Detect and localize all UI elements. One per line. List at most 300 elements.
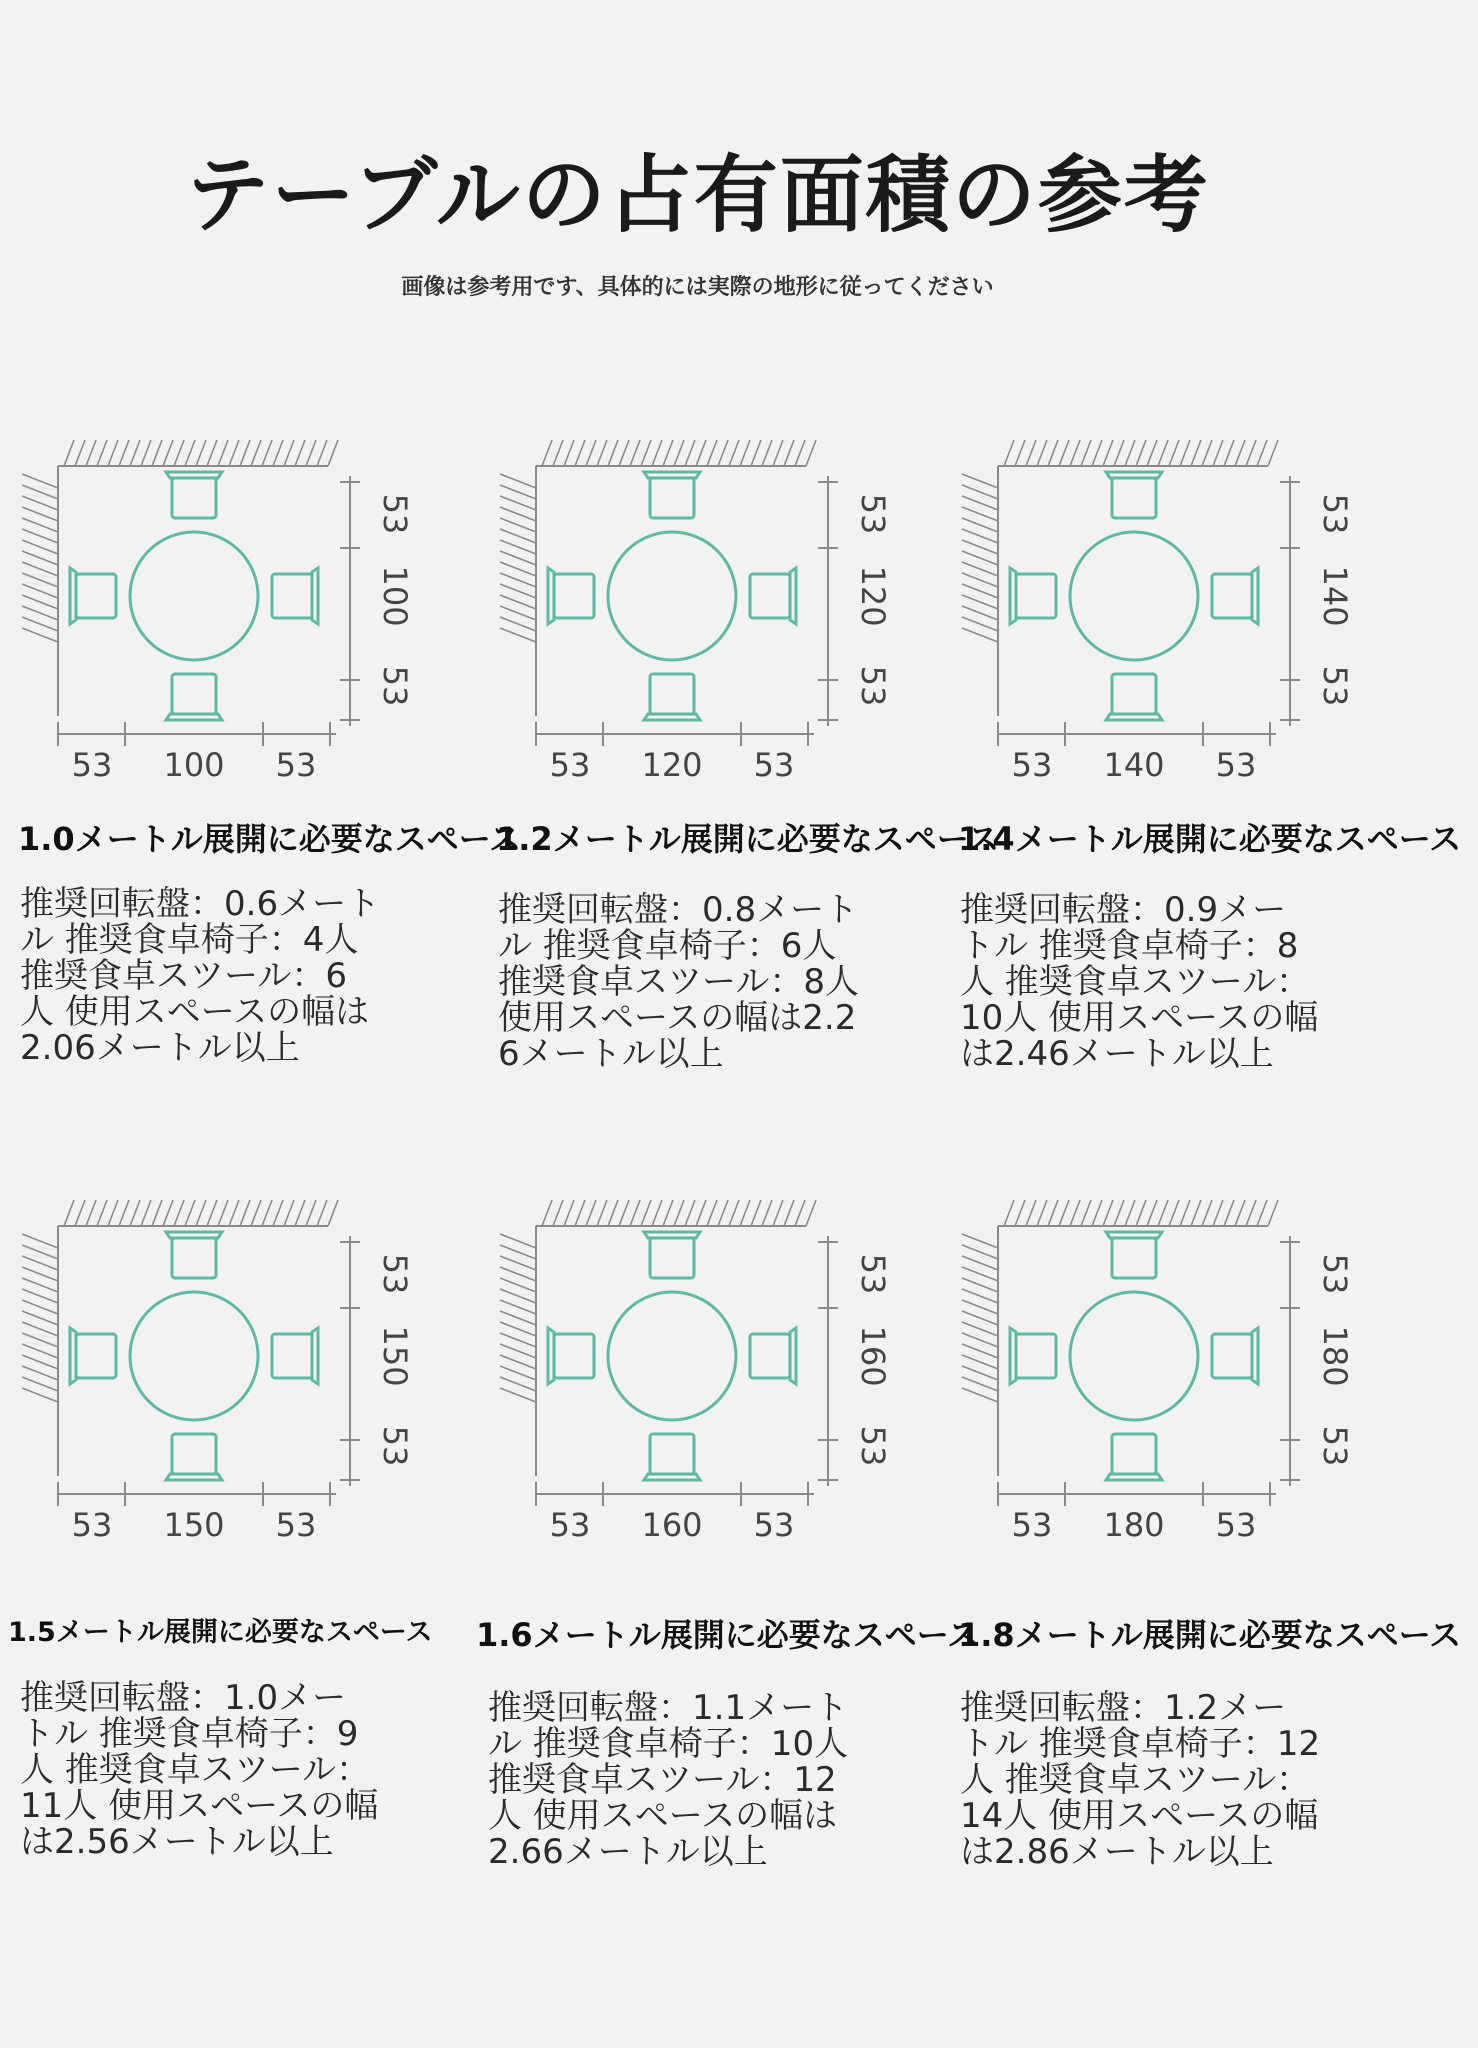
wall-hatch: [22, 518, 58, 532]
wall-hatch: [22, 617, 58, 631]
chair-seat: [76, 574, 116, 618]
wall-hatch: [22, 1311, 58, 1325]
wall-hatch: [1015, 1200, 1025, 1226]
wall-hatch: [22, 1300, 58, 1314]
wall-hatch: [500, 1344, 536, 1358]
dimension-label: 53: [376, 1425, 414, 1467]
wall-hatch: [22, 1388, 58, 1402]
dimension-label: 53: [1316, 665, 1354, 707]
wall-hatch: [22, 1344, 58, 1358]
wall-hatch: [575, 440, 585, 466]
chair-back: [70, 1328, 76, 1384]
wall-hatch: [75, 1200, 85, 1226]
wall-hatch: [707, 440, 717, 466]
wall-hatch: [262, 1200, 272, 1226]
wall-hatch: [108, 1200, 118, 1226]
chair-icon: [1106, 472, 1162, 518]
card-heading: 1.2メートル展開に必要なスペース: [496, 820, 1000, 858]
wall-hatch: [86, 1200, 96, 1226]
wall-hatch: [1257, 1200, 1267, 1226]
dimension-label: 100: [376, 565, 414, 627]
wall-hatch: [1191, 440, 1201, 466]
wall-hatch: [1048, 1200, 1058, 1226]
chair-icon: [272, 1328, 318, 1384]
wall-hatch: [22, 496, 58, 510]
wall-hatch: [1015, 440, 1025, 466]
wall-hatch: [22, 595, 58, 609]
wall-hatch: [22, 1355, 58, 1369]
wall-hatch: [962, 1278, 998, 1292]
wall-hatch: [962, 1333, 998, 1347]
wall-hatch: [962, 1322, 998, 1336]
chair-back: [1106, 1232, 1162, 1238]
wall-hatch: [1202, 1200, 1212, 1226]
chair-icon: [1106, 674, 1162, 720]
wall-hatch: [22, 474, 58, 488]
wall-hatch: [22, 584, 58, 598]
wall-hatch: [962, 628, 998, 642]
chair-icon: [750, 1328, 796, 1384]
wall-hatch: [1092, 440, 1102, 466]
wall-hatch: [962, 1377, 998, 1391]
chair-seat: [1112, 478, 1156, 518]
dimension-label: 53: [376, 493, 414, 535]
wall-hatch: [500, 1355, 536, 1369]
wall-hatch: [1213, 440, 1223, 466]
chair-icon: [644, 674, 700, 720]
chair-back: [166, 1474, 222, 1480]
dimension-label: 53: [549, 1506, 591, 1544]
wall-hatch: [22, 551, 58, 565]
wall-hatch: [306, 440, 316, 466]
table-circle: [130, 1292, 258, 1420]
dimension-label: 53: [275, 746, 317, 784]
wall-hatch: [328, 440, 338, 466]
dimension-label: 53: [1215, 746, 1257, 784]
wall-hatch: [630, 440, 640, 466]
chair-icon: [644, 1232, 700, 1278]
floor-plan-diagram: [18, 436, 418, 784]
wall-hatch: [962, 1289, 998, 1303]
chair-icon: [70, 1328, 116, 1384]
chair-back: [1106, 472, 1162, 478]
wall-hatch: [108, 440, 118, 466]
wall-hatch: [500, 1333, 536, 1347]
chair-icon: [166, 674, 222, 720]
space-card-6: [958, 1196, 1462, 1956]
card-heading: 1.8メートル展開に必要なスペース: [958, 1616, 1462, 1654]
chair-back: [166, 714, 222, 720]
wall-hatch: [1224, 1200, 1234, 1226]
wall-hatch: [1235, 440, 1245, 466]
wall-hatch: [619, 440, 629, 466]
wall-hatch: [86, 440, 96, 466]
wall-hatch: [962, 474, 998, 488]
wall-hatch: [22, 1322, 58, 1336]
chair-back: [644, 1232, 700, 1238]
wall-hatch: [185, 1200, 195, 1226]
wall-hatch: [218, 440, 228, 466]
wall-hatch: [1147, 440, 1157, 466]
wall-hatch: [762, 1200, 772, 1226]
card-description: 推奨回転盤：0.8メート ル 推奨食卓椅子：6人 推奨食卓スツール：8人 使用スペースの幅は2.2 6メートル以上: [498, 890, 859, 1074]
dimension-label: 53: [1316, 493, 1354, 535]
wall-hatch: [229, 1200, 239, 1226]
chair-icon: [1212, 568, 1258, 624]
chair-icon: [70, 568, 116, 624]
wall-hatch: [1235, 1200, 1245, 1226]
page-title: テーブルの占有面積の参考: [185, 146, 1210, 244]
dimension-label: 150: [376, 1325, 414, 1387]
wall-hatch: [97, 440, 107, 466]
dimension-label: 53: [854, 665, 892, 707]
wall-hatch: [663, 440, 673, 466]
wall-hatch: [262, 440, 272, 466]
wall-hatch: [1081, 1200, 1091, 1226]
chair-back: [548, 568, 554, 624]
dimension-label: 100: [163, 746, 225, 784]
wall-hatch: [22, 529, 58, 543]
chair-back: [1252, 1328, 1258, 1384]
dimension-label: 160: [854, 1325, 892, 1387]
wall-hatch: [674, 1200, 684, 1226]
floor-plan-diagram: [958, 436, 1358, 784]
space-card-5: [476, 1196, 980, 1956]
wall-hatch: [207, 440, 217, 466]
chair-back: [790, 1328, 796, 1384]
wall-hatch: [962, 1256, 998, 1270]
chair-back: [70, 568, 76, 624]
chair-seat: [76, 1334, 116, 1378]
card-heading: 1.5メートル展開に必要なスペース: [8, 1617, 433, 1648]
wall-hatch: [962, 595, 998, 609]
chair-icon: [1010, 1328, 1056, 1384]
wall-hatch: [284, 440, 294, 466]
wall-hatch: [229, 440, 239, 466]
space-card-2: [496, 436, 1000, 1196]
wall-hatch: [22, 1333, 58, 1347]
chair-back: [644, 714, 700, 720]
wall-hatch: [962, 1366, 998, 1380]
wall-hatch: [1125, 440, 1135, 466]
chair-seat: [1016, 574, 1056, 618]
chair-seat: [1112, 1238, 1156, 1278]
wall-hatch: [22, 1289, 58, 1303]
wall-hatch: [795, 1200, 805, 1226]
wall-hatch: [641, 1200, 651, 1226]
dimension-label: 53: [1215, 1506, 1257, 1544]
wall-hatch: [1070, 1200, 1080, 1226]
wall-hatch: [608, 1200, 618, 1226]
chair-back: [1010, 1328, 1016, 1384]
chair-seat: [650, 674, 694, 714]
chair-back: [548, 1328, 554, 1384]
chair-seat: [172, 674, 216, 714]
wall-hatch: [652, 1200, 662, 1226]
floor-plan-diagram: [496, 1196, 896, 1544]
wall-hatch: [1224, 440, 1234, 466]
wall-hatch: [962, 1388, 998, 1402]
wall-hatch: [962, 518, 998, 532]
wall-hatch: [22, 606, 58, 620]
chair-icon: [166, 1232, 222, 1278]
card-heading: 1.4メートル展開に必要なスペース: [958, 820, 1462, 858]
wall-hatch: [500, 584, 536, 598]
chair-icon: [1106, 1232, 1162, 1278]
wall-hatch: [962, 507, 998, 521]
wall-hatch: [500, 518, 536, 532]
wall-hatch: [1081, 440, 1091, 466]
chair-icon: [548, 568, 594, 624]
wall-hatch: [500, 1322, 536, 1336]
chair-icon: [166, 472, 222, 518]
card-description: 推奨回転盤：1.0メー トル 推奨食卓椅子：9 人 推奨食卓スツール： 11人 使用スペースの幅 は2.56メートル以上: [20, 1678, 379, 1862]
chair-seat: [172, 1434, 216, 1474]
wall-hatch: [207, 1200, 217, 1226]
wall-hatch: [962, 1267, 998, 1281]
chair-seat: [750, 574, 790, 618]
chair-back: [166, 472, 222, 478]
wall-hatch: [1004, 1200, 1014, 1226]
chair-seat: [172, 1238, 216, 1278]
chair-seat: [1016, 1334, 1056, 1378]
wall-hatch: [328, 1200, 338, 1226]
wall-hatch: [500, 1377, 536, 1391]
wall-hatch: [586, 440, 596, 466]
wall-hatch: [1114, 440, 1124, 466]
wall-hatch: [641, 440, 651, 466]
wall-hatch: [962, 1245, 998, 1259]
card-description: 推奨回転盤：1.2メー トル 推奨食卓椅子：12 人 推奨食卓スツール： 14人 使用スペースの幅 は2.86メートル以上: [960, 1688, 1321, 1872]
chair-back: [166, 1232, 222, 1238]
wall-hatch: [674, 440, 684, 466]
chair-seat: [1112, 674, 1156, 714]
wall-hatch: [196, 440, 206, 466]
wall-hatch: [1136, 440, 1146, 466]
wall-hatch: [1026, 1200, 1036, 1226]
wall-hatch: [564, 440, 574, 466]
wall-hatch: [500, 496, 536, 510]
chair-seat: [272, 574, 312, 618]
chair-icon: [1010, 568, 1056, 624]
wall-hatch: [500, 507, 536, 521]
dimension-label: 53: [1011, 746, 1053, 784]
wall-hatch: [962, 551, 998, 565]
wall-hatch: [962, 485, 998, 499]
wall-hatch: [1213, 1200, 1223, 1226]
wall-hatch: [575, 1200, 585, 1226]
wall-hatch: [22, 485, 58, 499]
wall-hatch: [1169, 1200, 1179, 1226]
wall-hatch: [284, 1200, 294, 1226]
chair-back: [790, 568, 796, 624]
wall-hatch: [696, 1200, 706, 1226]
floor-plan-diagram: [958, 1196, 1358, 1544]
wall-hatch: [22, 540, 58, 554]
wall-hatch: [1070, 440, 1080, 466]
space-card-4: [8, 1196, 498, 1956]
wall-hatch: [500, 595, 536, 609]
chair-back: [644, 1474, 700, 1480]
card-heading: 1.6メートル展開に必要なスペース: [476, 1616, 980, 1654]
chair-back: [1106, 714, 1162, 720]
chair-icon: [166, 1434, 222, 1480]
dimension-label: 53: [376, 665, 414, 707]
wall-hatch: [1037, 1200, 1047, 1226]
table-circle: [608, 532, 736, 660]
wall-hatch: [586, 1200, 596, 1226]
dimension-label: 53: [854, 1425, 892, 1467]
wall-hatch: [718, 440, 728, 466]
dimension-label: 140: [1103, 746, 1165, 784]
wall-hatch: [962, 496, 998, 510]
wall-hatch: [740, 440, 750, 466]
wall-hatch: [773, 440, 783, 466]
wall-hatch: [1037, 440, 1047, 466]
chair-seat: [650, 478, 694, 518]
wall-hatch: [306, 1200, 316, 1226]
dimension-label: 53: [376, 1253, 414, 1295]
wall-hatch: [685, 1200, 695, 1226]
wall-hatch: [806, 1200, 816, 1226]
wall-hatch: [962, 1355, 998, 1369]
dimension-label: 53: [753, 746, 795, 784]
wall-hatch: [152, 1200, 162, 1226]
wall-hatch: [500, 1388, 536, 1402]
wall-hatch: [22, 628, 58, 642]
wall-hatch: [500, 1278, 536, 1292]
wall-hatch: [141, 440, 151, 466]
card-description: 推奨回転盤：0.9メー トル 推奨食卓椅子：8 人 推奨食卓スツール： 10人 使用スペースの幅 は2.46メートル以上: [960, 890, 1319, 1074]
wall-hatch: [962, 1300, 998, 1314]
wall-hatch: [663, 1200, 673, 1226]
dimension-label: 53: [549, 746, 591, 784]
chair-icon: [1212, 1328, 1258, 1384]
wall-hatch: [500, 1234, 536, 1248]
wall-hatch: [1246, 1200, 1256, 1226]
wall-hatch: [630, 1200, 640, 1226]
wall-hatch: [962, 584, 998, 598]
wall-hatch: [1268, 440, 1278, 466]
wall-hatch: [163, 440, 173, 466]
wall-hatch: [729, 440, 739, 466]
wall-hatch: [22, 1278, 58, 1292]
wall-hatch: [962, 562, 998, 576]
wall-hatch: [152, 440, 162, 466]
wall-hatch: [500, 529, 536, 543]
card-description: 推奨回転盤：1.1メート ル 推奨食卓椅子：10人 推奨食卓スツール：12 人 使用スペースの幅は 2.66メートル以上: [488, 1688, 849, 1872]
wall-hatch: [740, 1200, 750, 1226]
chair-icon: [644, 1434, 700, 1480]
wall-hatch: [685, 440, 695, 466]
chair-back: [1106, 1474, 1162, 1480]
page-subtitle: 画像は参考用です、具体的には実際の地形に従ってください: [401, 275, 994, 300]
wall-hatch: [119, 440, 129, 466]
wall-hatch: [22, 507, 58, 521]
wall-hatch: [784, 440, 794, 466]
chair-back: [644, 472, 700, 478]
dimension-label: 150: [163, 1506, 225, 1544]
wall-hatch: [22, 1234, 58, 1248]
wall-hatch: [500, 1300, 536, 1314]
chair-icon: [750, 568, 796, 624]
wall-hatch: [1268, 1200, 1278, 1226]
wall-hatch: [500, 485, 536, 499]
space-card-3: [958, 436, 1462, 1196]
dimension-label: 140: [1316, 565, 1354, 627]
wall-hatch: [718, 1200, 728, 1226]
table-circle: [608, 1292, 736, 1420]
wall-hatch: [64, 440, 74, 466]
dimension-label: 53: [1316, 1253, 1354, 1295]
wall-hatch: [22, 1377, 58, 1391]
wall-hatch: [762, 440, 772, 466]
dimension-label: 53: [1316, 1425, 1354, 1467]
wall-hatch: [1059, 440, 1069, 466]
wall-hatch: [773, 1200, 783, 1226]
wall-hatch: [500, 606, 536, 620]
chair-seat: [554, 574, 594, 618]
wall-hatch: [1004, 440, 1014, 466]
chair-icon: [272, 568, 318, 624]
wall-hatch: [163, 1200, 173, 1226]
chair-seat: [650, 1434, 694, 1474]
wall-hatch: [1180, 1200, 1190, 1226]
wall-hatch: [1169, 440, 1179, 466]
dimension-label: 120: [854, 565, 892, 627]
chair-seat: [1112, 1434, 1156, 1474]
wall-hatch: [806, 440, 816, 466]
dimension-label: 180: [1103, 1506, 1165, 1544]
wall-hatch: [1048, 440, 1058, 466]
wall-hatch: [962, 606, 998, 620]
wall-hatch: [22, 1267, 58, 1281]
wall-hatch: [196, 1200, 206, 1226]
wall-hatch: [696, 440, 706, 466]
wall-hatch: [729, 1200, 739, 1226]
dimension-label: 180: [1316, 1325, 1354, 1387]
wall-hatch: [141, 1200, 151, 1226]
wall-hatch: [1114, 1200, 1124, 1226]
space-card-1: [18, 436, 522, 1196]
wall-hatch: [130, 1200, 140, 1226]
wall-hatch: [1103, 1200, 1113, 1226]
wall-hatch: [500, 628, 536, 642]
table-circle: [1070, 532, 1198, 660]
wall-hatch: [962, 617, 998, 631]
chair-seat: [172, 478, 216, 518]
wall-hatch: [240, 440, 250, 466]
chair-seat: [750, 1334, 790, 1378]
wall-hatch: [1147, 1200, 1157, 1226]
wall-hatch: [542, 440, 552, 466]
wall-hatch: [500, 474, 536, 488]
wall-hatch: [1191, 1200, 1201, 1226]
chair-icon: [1106, 1434, 1162, 1480]
wall-hatch: [962, 529, 998, 543]
wall-hatch: [500, 617, 536, 631]
chair-seat: [1212, 574, 1252, 618]
table-circle: [1070, 1292, 1198, 1420]
card-heading: 1.0メートル展開に必要なスペース: [18, 820, 522, 858]
chair-back: [1010, 568, 1016, 624]
wall-hatch: [751, 1200, 761, 1226]
wall-hatch: [22, 573, 58, 587]
dimension-label: 53: [854, 493, 892, 535]
wall-hatch: [218, 1200, 228, 1226]
wall-hatch: [500, 562, 536, 576]
chair-back: [312, 568, 318, 624]
